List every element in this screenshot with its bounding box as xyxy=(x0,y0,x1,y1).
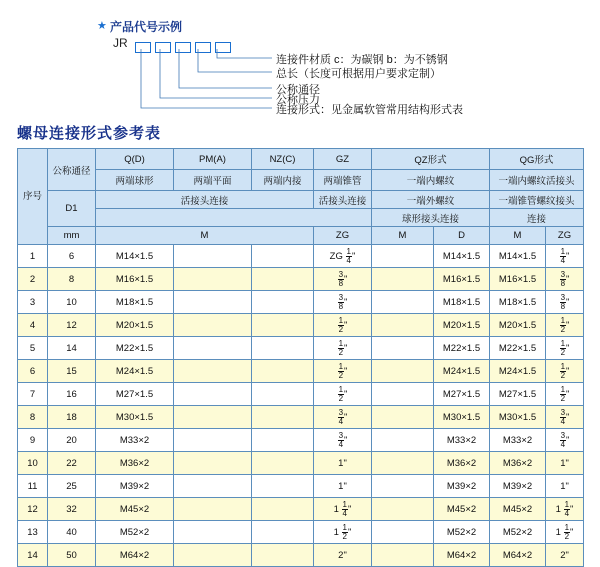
table-head xyxy=(18,149,584,245)
cell-qd: M33×2 xyxy=(96,429,174,452)
cell-qd: M14×1.5 xyxy=(96,245,174,268)
cell-qz-m xyxy=(372,406,434,429)
header-unit-qg-zg: ZG xyxy=(546,227,584,245)
cell-qz-m xyxy=(372,360,434,383)
table-row xyxy=(18,475,584,498)
cell-pm xyxy=(174,383,252,406)
cell-pm xyxy=(174,429,252,452)
cell-seq: 9 xyxy=(18,429,48,452)
cell-seq: 4 xyxy=(18,314,48,337)
cell-gz: 2" xyxy=(314,544,372,567)
cell-gz: 1 $\frac{1}{4}$ " xyxy=(314,498,372,521)
header-seq-label: 序号 xyxy=(22,191,42,202)
cell-nz xyxy=(252,521,314,544)
cell-seq: 7 xyxy=(18,383,48,406)
cell-nz xyxy=(252,245,314,268)
cell-qg-m: M33×2 xyxy=(490,429,546,452)
header-ball-qz: 球形接头连接 xyxy=(372,209,490,227)
cell-qd: M16×1.5 xyxy=(96,268,174,291)
cell-dn: 16 xyxy=(48,383,96,406)
cell-qg-zg: $\frac{3}{4}$ " xyxy=(546,406,584,429)
header-conn-gz: 活接头连接 xyxy=(314,191,372,209)
cell-seq: 3 xyxy=(18,291,48,314)
header-group-qg: QG形式 xyxy=(490,149,584,170)
cell-qg-zg: 1 $\frac{1}{2}$ " xyxy=(546,521,584,544)
cell-qz-d: M22×1.5 xyxy=(434,337,490,360)
cell-seq: 8 xyxy=(18,406,48,429)
header-group-nz: NZ(C) xyxy=(252,149,314,170)
cell-seq: 13 xyxy=(18,521,48,544)
table-row xyxy=(18,291,584,314)
header-conn-left: 活接头连接 xyxy=(96,191,314,209)
cell-qd: M36×2 xyxy=(96,452,174,475)
cell-dn: 6 xyxy=(48,245,96,268)
cell-qg-m: M14×1.5 xyxy=(490,245,546,268)
cell-gz: ZG $\frac{1}{4}$ " xyxy=(314,245,372,268)
legend-item-length: 总长（长度可根据用户要求定制） xyxy=(276,68,441,80)
cell-pm xyxy=(174,406,252,429)
header-group-gz: GZ xyxy=(314,149,372,170)
cell-seq: 12 xyxy=(18,498,48,521)
cell-qg-zg: $\frac{3}{8}$ " xyxy=(546,291,584,314)
cell-qg-m: M64×2 xyxy=(490,544,546,567)
cell-qz-d: M27×1.5 xyxy=(434,383,490,406)
cell-gz: $\frac{1}{2}$ " xyxy=(314,314,372,337)
cell-dn: 32 xyxy=(48,498,96,521)
header-unit-qg-m: M xyxy=(490,227,546,245)
cell-qz-m xyxy=(372,337,434,360)
table-row xyxy=(18,452,584,475)
cell-nz xyxy=(252,314,314,337)
cell-dn: 15 xyxy=(48,360,96,383)
cell-gz: 1" xyxy=(314,452,372,475)
table-row xyxy=(18,383,584,406)
cell-qd: M20×1.5 xyxy=(96,314,174,337)
table-row xyxy=(18,521,584,544)
cell-qz-m xyxy=(372,521,434,544)
legend-item-nominal-pressure: 公称压力 xyxy=(276,94,320,106)
cell-qg-zg: $\frac{1}{2}$ " xyxy=(546,360,584,383)
cell-qz-m xyxy=(372,475,434,498)
header-unit-qz-m: M xyxy=(372,227,434,245)
cell-pm xyxy=(174,544,252,567)
cell-pm xyxy=(174,360,252,383)
cell-qd: M27×1.5 xyxy=(96,383,174,406)
header-sub-nz: 两端内接 xyxy=(252,170,314,191)
cell-qz-m xyxy=(372,429,434,452)
cell-qg-m: M45×2 xyxy=(490,498,546,521)
cell-qz-m xyxy=(372,314,434,337)
header-row-ballhead xyxy=(18,209,584,227)
cell-pm xyxy=(174,498,252,521)
cell-pm xyxy=(174,452,252,475)
cell-qz-d: M64×2 xyxy=(434,544,490,567)
star-icon: ★ xyxy=(97,20,107,32)
cell-qd: M22×1.5 xyxy=(96,337,174,360)
cell-seq: 14 xyxy=(18,544,48,567)
cell-nz xyxy=(252,360,314,383)
cell-qd: M18×1.5 xyxy=(96,291,174,314)
cell-qg-zg: $\frac{1}{2}$ " xyxy=(546,383,584,406)
cell-qg-zg: $\frac{1}{2}$ " xyxy=(546,337,584,360)
table-row xyxy=(18,245,584,268)
header-sub-qd: 两端球形 xyxy=(96,170,174,191)
header-dn-d1: D1 xyxy=(48,191,96,227)
table-row xyxy=(18,360,584,383)
cell-qd: M45×2 xyxy=(96,498,174,521)
cell-qz-d: M36×2 xyxy=(434,452,490,475)
cell-qg-m: M20×1.5 xyxy=(490,314,546,337)
cell-nz xyxy=(252,452,314,475)
cell-nz xyxy=(252,383,314,406)
cell-qz-d: M52×2 xyxy=(434,521,490,544)
table-row xyxy=(18,498,584,521)
cell-gz: $\frac{3}{4}$ " xyxy=(314,406,372,429)
cell-qz-d: M14×1.5 xyxy=(434,245,490,268)
section-title: 螺母连接形式参考表 xyxy=(17,125,162,142)
header-unit-qz-d: D xyxy=(434,227,490,245)
header-conn2-qg: 连接 xyxy=(490,209,584,227)
cell-dn: 40 xyxy=(48,521,96,544)
cell-pm xyxy=(174,245,252,268)
header-row-connection xyxy=(18,191,584,209)
cell-pm xyxy=(174,268,252,291)
header-seq xyxy=(18,149,48,245)
cell-qz-d: M45×2 xyxy=(434,498,490,521)
header-group-pm: PM(A) xyxy=(174,149,252,170)
cell-dn: 25 xyxy=(48,475,96,498)
header-sub-qz: 一端内螺纹 xyxy=(372,170,490,191)
cell-qg-m: M24×1.5 xyxy=(490,360,546,383)
cell-seq: 11 xyxy=(18,475,48,498)
cell-qg-m: M16×1.5 xyxy=(490,268,546,291)
cell-pm xyxy=(174,475,252,498)
cell-qz-d: M39×2 xyxy=(434,475,490,498)
cell-qg-m: M52×2 xyxy=(490,521,546,544)
table-row xyxy=(18,544,584,567)
header-dn: 公称通径 xyxy=(48,149,96,191)
cell-qd: M64×2 xyxy=(96,544,174,567)
cell-dn: 22 xyxy=(48,452,96,475)
cell-pm xyxy=(174,337,252,360)
legend-title: 产品代号示例 xyxy=(110,20,183,34)
cell-qz-m xyxy=(372,452,434,475)
header-row-groups xyxy=(18,149,584,170)
header-unit-zg: ZG xyxy=(314,227,372,245)
table-row xyxy=(18,429,584,452)
cell-seq: 5 xyxy=(18,337,48,360)
header-row-subtypes xyxy=(18,170,584,191)
cell-seq: 10 xyxy=(18,452,48,475)
cell-nz xyxy=(252,268,314,291)
table-row xyxy=(18,406,584,429)
cell-qg-zg: $\frac{3}{8}$ " xyxy=(546,268,584,291)
table-row xyxy=(18,314,584,337)
cell-qd: M52×2 xyxy=(96,521,174,544)
cell-qg-zg: $\frac{1}{2}$ " xyxy=(546,314,584,337)
header-sub-gz: 两端锥管 xyxy=(314,170,372,191)
header-unit-m: M xyxy=(96,227,314,245)
cell-qg-zg: 1 $\frac{1}{4}$ " xyxy=(546,498,584,521)
cell-seq: 2 xyxy=(18,268,48,291)
product-code-legend xyxy=(0,0,600,118)
nut-connection-table xyxy=(17,148,583,567)
table-body xyxy=(18,245,584,567)
table-row xyxy=(18,337,584,360)
cell-qz-m xyxy=(372,383,434,406)
cell-dn: 50 xyxy=(48,544,96,567)
cell-nz xyxy=(252,429,314,452)
legend-item-connection-type: 连接形式：见金属软管常用结构形式表 xyxy=(276,104,463,116)
cell-qz-m xyxy=(372,245,434,268)
cell-qd: M39×2 xyxy=(96,475,174,498)
cell-nz xyxy=(252,337,314,360)
cell-dn: 10 xyxy=(48,291,96,314)
cell-qz-d: M24×1.5 xyxy=(434,360,490,383)
cell-dn: 12 xyxy=(48,314,96,337)
cell-qg-m: M22×1.5 xyxy=(490,337,546,360)
cell-nz xyxy=(252,406,314,429)
cell-qz-d: M30×1.5 xyxy=(434,406,490,429)
cell-nz xyxy=(252,498,314,521)
header-blank-left xyxy=(96,209,372,227)
table-row xyxy=(18,268,584,291)
cell-dn: 18 xyxy=(48,406,96,429)
cell-dn: 20 xyxy=(48,429,96,452)
cell-gz: $\frac{3}{8}$ " xyxy=(314,291,372,314)
header-sub-pm: 两端平面 xyxy=(174,170,252,191)
cell-qg-m: M27×1.5 xyxy=(490,383,546,406)
header-sub-qg: 一端内螺纹活接头 xyxy=(490,170,584,191)
cell-qg-zg: $\frac{3}{4}$ " xyxy=(546,429,584,452)
header-group-qz: QZ形式 xyxy=(372,149,490,170)
table xyxy=(17,148,584,567)
legend-item-nominal-diameter: 公称通径 xyxy=(276,84,320,96)
cell-nz xyxy=(252,291,314,314)
header-conn-qz: 一端外螺纹 xyxy=(372,191,490,209)
cell-qz-m xyxy=(372,291,434,314)
cell-seq: 1 xyxy=(18,245,48,268)
cell-pm xyxy=(174,314,252,337)
code-prefix: JR xyxy=(113,36,128,50)
cell-gz: $\frac{1}{2}$ " xyxy=(314,360,372,383)
header-conn-qg: 一端锥管螺纹接头 xyxy=(490,191,584,209)
header-row-units xyxy=(18,227,584,245)
cell-gz: $\frac{3}{4}$ " xyxy=(314,429,372,452)
cell-qz-m xyxy=(372,268,434,291)
cell-pm xyxy=(174,291,252,314)
cell-gz: $\frac{1}{2}$ " xyxy=(314,383,372,406)
cell-qg-zg: $\frac{1}{4}$ " xyxy=(546,245,584,268)
cell-gz: 1 $\frac{1}{2}$ " xyxy=(314,521,372,544)
cell-nz xyxy=(252,544,314,567)
cell-seq: 6 xyxy=(18,360,48,383)
cell-qg-m: M18×1.5 xyxy=(490,291,546,314)
cell-qg-m: M30×1.5 xyxy=(490,406,546,429)
cell-dn: 8 xyxy=(48,268,96,291)
cell-qz-d: M33×2 xyxy=(434,429,490,452)
cell-qz-d: M16×1.5 xyxy=(434,268,490,291)
cell-qg-zg: 1" xyxy=(546,452,584,475)
cell-qd: M30×1.5 xyxy=(96,406,174,429)
cell-qz-d: M18×1.5 xyxy=(434,291,490,314)
cell-nz xyxy=(252,475,314,498)
cell-qz-m xyxy=(372,498,434,521)
cell-qg-m: M36×2 xyxy=(490,452,546,475)
cell-qd: M24×1.5 xyxy=(96,360,174,383)
cell-qz-m xyxy=(372,544,434,567)
cell-qz-d: M20×1.5 xyxy=(434,314,490,337)
legend-item-material: 连接件材质 c：为碳钢 b：为不锈钢 xyxy=(276,54,448,66)
cell-qg-zg: 2" xyxy=(546,544,584,567)
header-group-qd: Q(D) xyxy=(96,149,174,170)
header-unit-mm: mm xyxy=(48,227,96,245)
cell-gz: $\frac{1}{2}$ " xyxy=(314,337,372,360)
cell-qg-zg: 1" xyxy=(546,475,584,498)
cell-gz: 1" xyxy=(314,475,372,498)
cell-qg-m: M39×2 xyxy=(490,475,546,498)
cell-gz: $\frac{3}{8}$ " xyxy=(314,268,372,291)
cell-pm xyxy=(174,521,252,544)
cell-dn: 14 xyxy=(48,337,96,360)
